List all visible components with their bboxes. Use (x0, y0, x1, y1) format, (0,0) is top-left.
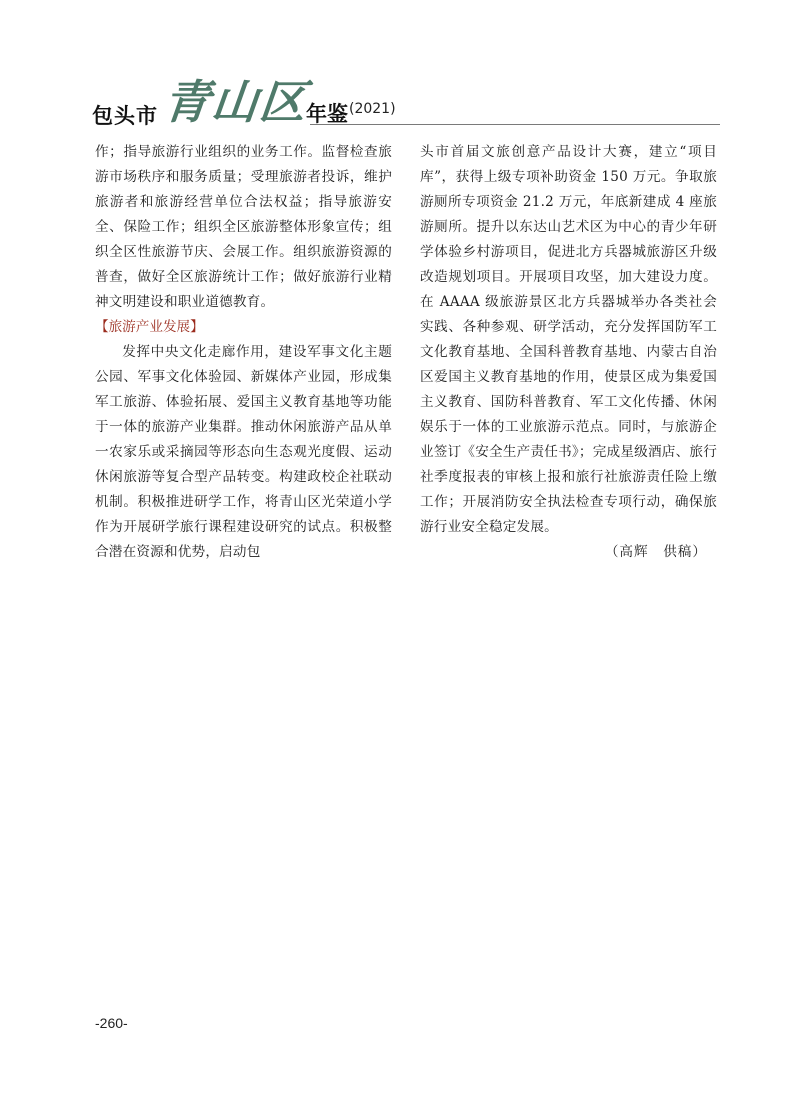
left-paragraph-2: 发挥中央文化走廊作用，建设军事文化主题公园、军事文化体验园、新媒体产业园，形成集军工旅游、体验拓展、爱国主义教育基地等功能于一体的旅游产业集群。推动休闲旅游产品从单一农家乐或采摘园等形态向生态观光度假、运动休闲旅游等复合型产品转变。构建政校企社联动机制。积极推进研学工作，将青山区光荣道小学作为开展研学旅行课程建设研究的试点。积极整合潜在资源和优势，启动包 (95, 344, 392, 560)
author-credit: （高辉 供稿） (604, 544, 707, 560)
header-district-calligraphy: 青山区 (160, 75, 311, 129)
left-paragraph-1: 作；指导旅游行业组织的业务工作。监督检查旅游市场秩序和服务质量；受理旅游者投诉，维护旅游者和旅游经营单位合法权益；指导旅游安全、保险工作；组织全区旅游整体形象宣传；组织全区性旅游节庆、会展工作。组织旅游资源的普查，做好全区旅游统计工作；做好旅游行业精神文明建设和职业道德教育。 (95, 144, 392, 310)
left-column (95, 140, 392, 565)
page-number: -260- (95, 1015, 128, 1031)
page-header (92, 60, 722, 132)
header-rule (310, 124, 720, 125)
section-title: 【旅游产业发展】 (95, 319, 204, 335)
header-yearbook: 年鉴 (306, 102, 348, 126)
header-city: 包头市 (92, 104, 158, 128)
right-column (420, 140, 717, 565)
right-paragraph-1: 头市首届文旅创意产品设计大赛，建立“项目库”，获得上级专项补助资金 150 万元。争取旅游厕所专项资金 21.2 万元，年底新建成 4 座旅游厕所。提升以东达山艺术区为中心的青少年研学体验乡村游项目，促进北方兵器城旅游区升级改造规划项目。开展项目攻坚，加大建设力度。在 AAAA 级旅游景区北方兵器城举办各类社会实践、各种参观、研学活动，充分发挥国防军工文化教育基地、全国科普教育基地、内蒙古自治区爱国主义教育基地的作用，使景区成为集爱国主义教育、国防科普教育、军工文化传播、休闲娱乐于一体的工业旅游示范点。同时，与旅游企业签订《安全生产责任书》；完成星级酒店、旅行社季度报表的审核上报和旅行社旅游责任险上缴工作；开展消防安全执法检查专项行动，确保旅游行业安全稳定发展。 (420, 144, 717, 535)
header-year: (2021) (349, 101, 396, 117)
